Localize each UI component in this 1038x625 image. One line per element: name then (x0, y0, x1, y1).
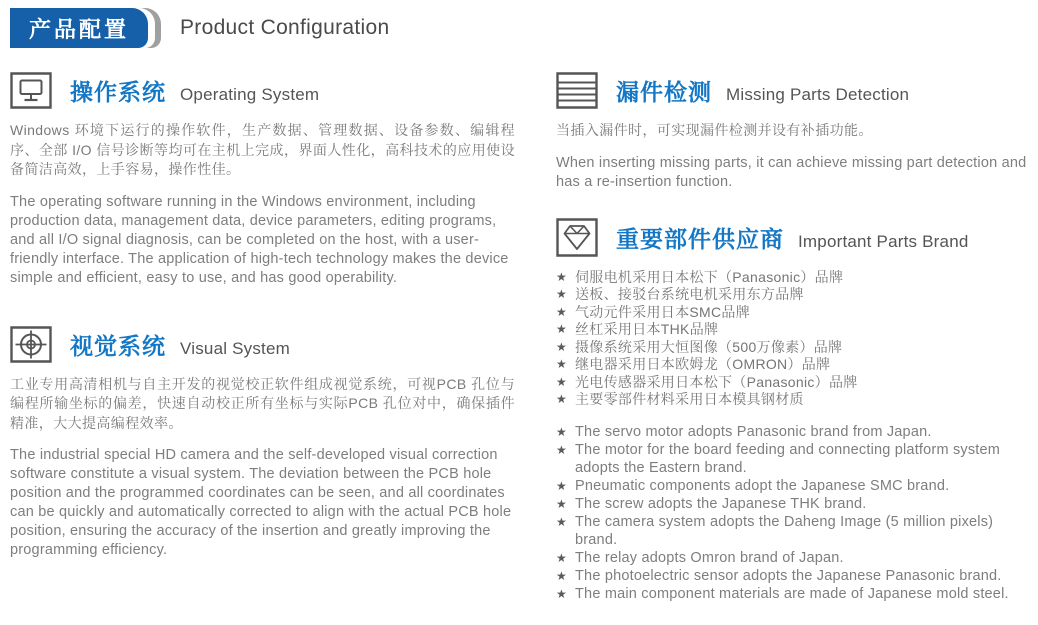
banner-title-en: Product Configuration (180, 16, 390, 39)
left-column (10, 72, 515, 560)
operating-system-text-zh: Windows 环境下运行的操作软件，生产数据、管理数据、设备参数、编辑程序、全部 I/O 信号诊断等均可在主机上完成，界面人性化，高科技术的应用使设备简洁高效，上手容易，操作性佳。 (10, 122, 515, 177)
star-icon: ★ (556, 478, 567, 493)
brand-item-text: 继电器采用日本欧姆龙（OMRON）品牌 (575, 356, 831, 372)
star-icon: ★ (556, 496, 567, 511)
section-title-zh: 漏件检测 (616, 79, 712, 105)
brand-item-text: 主要零部件材料采用日本模具钢材质 (575, 391, 804, 407)
visual-system-text-en: The industrial special HD camera and the self-developed visual correction software constitute a visual system. The deviation between the PCB hole position and the programmed coordinates can be seen, and all coordinates can be quickly and automatically corrected to align with the actual PCB hole position, ensuring the accuracy of the insertion and greatly improving the programming efficiency. (10, 447, 512, 558)
section-title-en: Visual System (180, 338, 290, 358)
brand-item-text: The photoelectric sensor adopts the Japanese Panasonic brand. (575, 567, 1002, 584)
brand-item-text: 光电传感器采用日本松下（Panasonic）品牌 (575, 373, 858, 390)
star-icon: ★ (556, 304, 568, 319)
visual-system-text-zh: 工业专用高清相机与自主开发的视觉校正软件组成视觉系统，可视PCB 孔位与编程所输坐标的偏差，快速自动校正所有坐标与实际PCB 孔位对中，确保插件精准，大大提高编程效率。 (10, 375, 515, 431)
missing-parts-text-en: When inserting missing parts, it can achieve missing part detection and has a re-insertion function. (556, 154, 1027, 190)
star-icon: ★ (556, 357, 568, 371)
section-title-zh: 视觉系统 (70, 332, 166, 359)
brand-item-en (556, 423, 1037, 441)
brand-item-text: 送板、接驳台系统电机采用东方品牌 (575, 286, 804, 302)
section-parts-brand-header (556, 218, 1037, 257)
star-icon: ★ (556, 568, 567, 583)
brand-item-text: The screw adopts the Japanese THK brand. (575, 495, 867, 512)
star-icon: ★ (556, 322, 568, 336)
brand-item-en (556, 495, 1037, 513)
brand-item-zh (556, 269, 1037, 287)
brand-item-en (556, 477, 1037, 495)
crosshair-icon (10, 326, 52, 363)
star-icon: ★ (556, 550, 567, 565)
monitor-icon (10, 72, 52, 109)
brand-item-zh (556, 356, 1037, 374)
brand-item-zh (556, 321, 1037, 339)
stacked-boards-icon (556, 72, 598, 109)
diamond-icon (556, 218, 598, 257)
banner-badge (10, 8, 148, 48)
brand-item-zh (556, 391, 1037, 409)
brand-item-text: Pneumatic components adopt the Japanese SMC brand. (575, 477, 950, 494)
brand-item-en (556, 549, 1037, 567)
brand-item-en (556, 585, 1037, 603)
section-title-zh: 操作系统 (70, 79, 166, 105)
brand-item-text: 气动元件采用日本SMC品牌 (575, 303, 751, 320)
brand-item-text: The camera system adopts the Daheng Image (5 million pixels) brand. (575, 513, 994, 548)
brand-item-en (556, 513, 1037, 549)
brand-item-en (556, 567, 1037, 585)
star-icon: ★ (556, 442, 567, 457)
star-icon: ★ (556, 269, 568, 284)
star-icon: ★ (556, 514, 567, 529)
brand-item-text: The servo motor adopts Panasonic brand from Japan. (575, 423, 932, 440)
brand-item-text: The main component materials are made of Japanese mold steel. (575, 585, 1009, 602)
brand-item-zh (556, 339, 1037, 357)
star-icon: ★ (556, 339, 568, 354)
star-icon: ★ (556, 392, 568, 406)
star-icon: ★ (556, 424, 567, 439)
page-header (10, 8, 389, 48)
brand-item-zh (556, 374, 1037, 392)
star-icon: ★ (556, 287, 568, 301)
brand-item-text: 摄像系统采用大恒图像（500万像素）品牌 (575, 338, 843, 355)
brand-item-text: 伺服电机采用日本松下（Panasonic）品牌 (575, 268, 844, 285)
section-title-en: Operating System (180, 85, 320, 104)
section-title-en: Important Parts Brand (798, 231, 969, 251)
section-title-en: Missing Parts Detection (726, 85, 910, 104)
section-visual-system-header (10, 326, 515, 363)
section-operating-system-header (10, 72, 515, 109)
operating-system-text-en: The operating software running in the Windows environment, including production data, management data, device parameters, editing programs, and all I/O signal diagnosis, can be completed on the host, with a user-friendly interface. The application of high-tech technology makes the device simple and efficient, easy to use, and has good operability. (10, 193, 509, 286)
brand-item-zh (556, 304, 1037, 322)
section-title-zh: 重要部件供应商 (616, 225, 784, 252)
brand-item-zh (556, 286, 1037, 304)
brand-item-en (556, 441, 1037, 477)
missing-parts-text-zh: 当插入漏件时，可实现漏件检测并设有补插功能。 (556, 122, 873, 138)
right-column (556, 72, 1037, 603)
brand-list-zh (556, 269, 1037, 409)
star-icon: ★ (556, 586, 567, 601)
banner-title-zh: 产品配置 (28, 16, 129, 42)
star-icon: ★ (556, 374, 568, 389)
brand-item-text: 丝杠采用日本THK品牌 (575, 321, 719, 337)
section-missing-parts-header (556, 72, 1037, 109)
brand-list-en (556, 423, 1037, 603)
brand-item-text: The relay adopts Omron brand of Japan. (575, 549, 844, 566)
brand-item-text: The motor for the board feeding and connecting platform system adopts the Eastern brand. (575, 441, 1001, 476)
